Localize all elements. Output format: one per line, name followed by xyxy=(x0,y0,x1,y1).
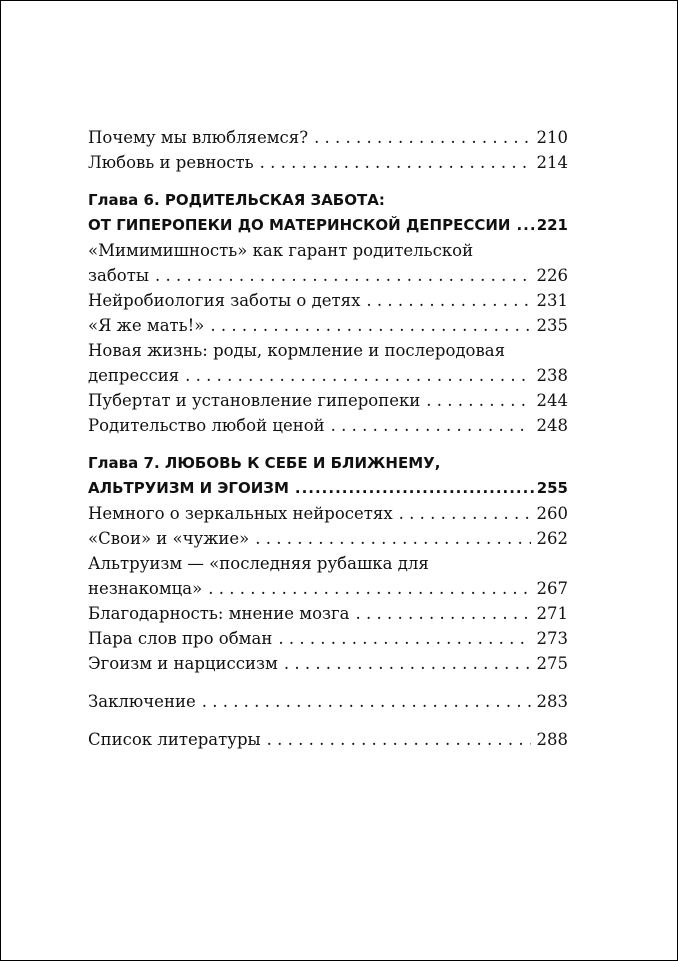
toc-entry xyxy=(88,576,568,601)
toc-entry-conclusion xyxy=(88,689,568,714)
toc-page-number: 288 xyxy=(536,730,568,749)
dot-leader xyxy=(255,526,530,551)
toc-entry-label: Пара слов про обман xyxy=(88,629,273,648)
toc-entry xyxy=(88,651,568,676)
dot-leader xyxy=(284,651,531,676)
toc-entry-label: Почему мы влюбляемся? xyxy=(88,128,309,147)
chapter-title-line: Глава 6. РОДИТЕЛЬСКАЯ ЗАБОТА: xyxy=(88,191,385,209)
dot-leader xyxy=(426,388,530,413)
toc-page-number: 275 xyxy=(536,654,568,673)
toc-entry xyxy=(88,388,568,413)
toc-page-number: 267 xyxy=(536,579,568,598)
dot-leader xyxy=(366,288,530,313)
toc-entry xyxy=(88,288,568,313)
dot-leader xyxy=(208,576,530,601)
toc-page-number: 244 xyxy=(536,391,568,410)
dot-leader xyxy=(295,476,535,501)
toc-entry-label-line: Альтруизм — «последняя рубашка для xyxy=(88,554,429,573)
table-of-contents xyxy=(88,125,568,752)
toc-entry-label: заботы xyxy=(88,266,149,285)
chapter-title-line: АЛЬТРУИЗМ И ЭГОИЗМ xyxy=(88,479,289,497)
toc-page-number: 214 xyxy=(536,153,568,172)
dot-leader xyxy=(202,689,531,714)
chapter-title-line: Глава 7. ЛЮБОВЬ К СЕБЕ И БЛИЖНЕМУ, xyxy=(88,454,441,472)
chapter-entry xyxy=(88,476,568,501)
dot-leader xyxy=(155,263,531,288)
toc-entry xyxy=(88,601,568,626)
toc-entry xyxy=(88,413,568,438)
toc-entry xyxy=(88,501,568,526)
toc-entry xyxy=(88,526,568,551)
toc-entry xyxy=(88,363,568,388)
toc-entry xyxy=(88,263,568,288)
dot-leader xyxy=(267,727,531,752)
dot-leader xyxy=(210,313,530,338)
toc-entry-label: Заключение xyxy=(88,692,196,711)
toc-page-number: 238 xyxy=(536,366,568,385)
toc-entry xyxy=(88,150,568,175)
toc-entry-label: «Я же мать!» xyxy=(88,316,205,335)
dot-leader xyxy=(516,213,534,238)
dot-leader xyxy=(399,501,531,526)
toc-entry-label: Благодарность: мнение мозга xyxy=(88,604,350,623)
toc-entry-label: Родительство любой ценой xyxy=(88,416,325,435)
toc-page-number: 210 xyxy=(536,128,568,147)
dot-leader xyxy=(331,413,531,438)
toc-entry-label-line: Новая жизнь: роды, кормление и послеродовая xyxy=(88,341,506,360)
toc-entry-label: депрессия xyxy=(88,366,180,385)
toc-page-number: 273 xyxy=(536,629,568,648)
dot-leader xyxy=(260,150,531,175)
toc-entry xyxy=(88,626,568,651)
toc-entry-label: Любовь и ревность xyxy=(88,153,254,172)
toc-page-number: 271 xyxy=(536,604,568,623)
toc-page-number: 231 xyxy=(536,291,568,310)
toc-entry xyxy=(88,125,568,150)
toc-page-number: 248 xyxy=(536,416,568,435)
dot-leader xyxy=(278,626,530,651)
toc-entry-label-line: «Мимимишность» как гарант родительской xyxy=(88,241,474,260)
toc-page-number: 255 xyxy=(536,479,568,497)
toc-entry-label: Список литературы xyxy=(88,730,261,749)
toc-entry-label: Немного о зеркальных нейросетях xyxy=(88,504,393,523)
toc-page-number: 235 xyxy=(536,316,568,335)
toc-entry-label: незнакомца» xyxy=(88,579,203,598)
dot-leader xyxy=(185,363,530,388)
toc-page-number: 221 xyxy=(536,216,568,234)
toc-entry-label: Нейробиология заботы о детях xyxy=(88,291,361,310)
toc-entry-bibliography xyxy=(88,727,568,752)
toc-page-number: 226 xyxy=(536,266,568,285)
toc-entry-label: «Свои» и «чужие» xyxy=(88,529,250,548)
toc-entry-label: Эгоизм и нарциссизм xyxy=(88,654,278,673)
chapter-entry xyxy=(88,213,568,238)
toc-page-number: 262 xyxy=(536,529,568,548)
toc-entry xyxy=(88,313,568,338)
dot-leader xyxy=(356,601,531,626)
toc-page-number: 260 xyxy=(536,504,568,523)
toc-page-number: 283 xyxy=(536,692,568,711)
dot-leader xyxy=(314,125,530,150)
toc-entry-label: Пубертат и установление гиперопеки xyxy=(88,391,421,410)
chapter-title-line: ОТ ГИПЕРОПЕКИ ДО МАТЕРИНСКОЙ ДЕПРЕССИИ xyxy=(88,216,511,234)
